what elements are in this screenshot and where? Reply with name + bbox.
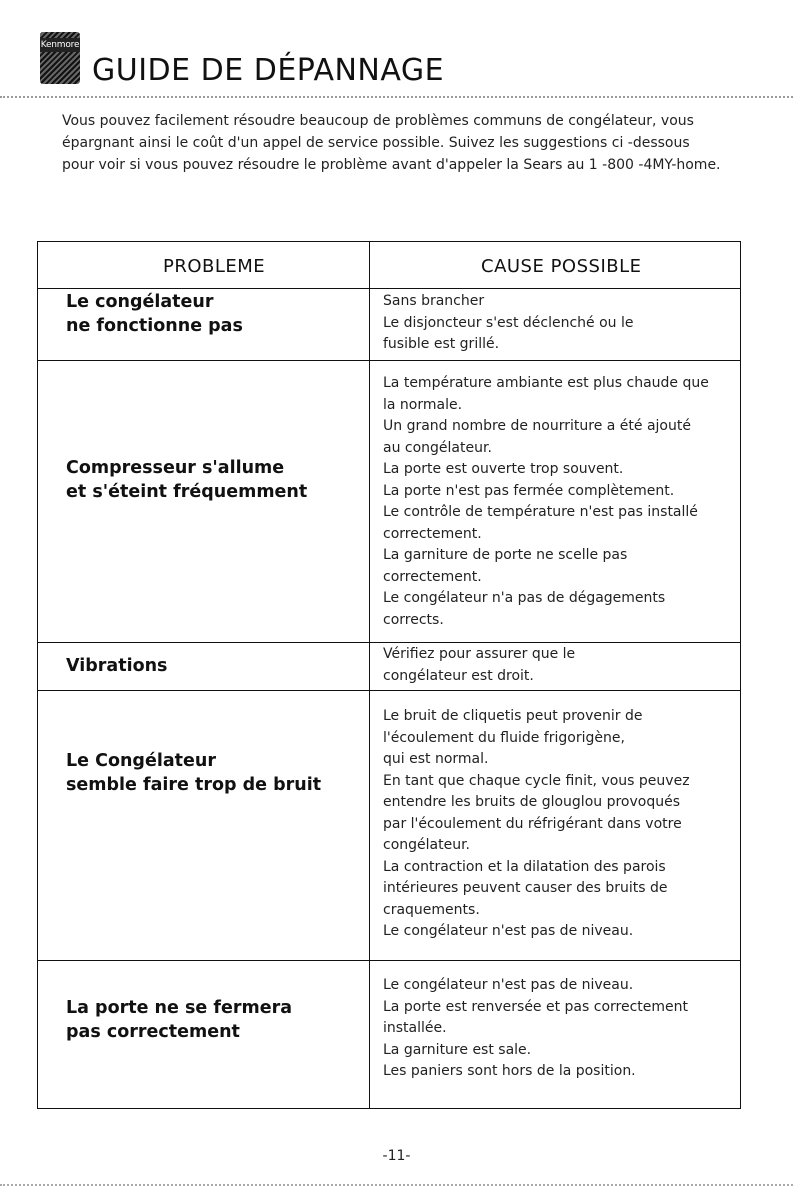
problem-line: Le congélateur	[66, 292, 214, 312]
cause-cell	[383, 644, 738, 687]
problem-line: et s'éteint fréquemment	[66, 482, 308, 502]
cause-line: Vérifiez pour assurer que le	[383, 646, 576, 662]
cause-line: Le congélateur n'est pas de niveau.	[383, 977, 634, 993]
cause-line: l'écoulement du fluide frigorigène,	[383, 729, 625, 746]
problem-line: La porte ne se fermera	[66, 998, 293, 1018]
cause-cell	[383, 373, 738, 631]
kenmore-logo	[40, 32, 80, 84]
cause-line: Le congélateur n'a pas de dégagements	[383, 590, 666, 606]
problem-cell	[66, 996, 292, 1044]
cause-line: installée.	[383, 1020, 447, 1036]
intro-line: Vous pouvez facilement résoudre beaucoup de problèmes communs de congélateur, vous	[62, 113, 694, 129]
problem-line: pas correctement	[66, 1022, 240, 1042]
row-divider	[38, 642, 740, 643]
cause-line: La garniture de porte ne scelle pas	[383, 547, 628, 563]
cause-line: craquements.	[383, 901, 480, 918]
cause-line: La garniture est sale.	[383, 1041, 532, 1058]
row-divider	[38, 690, 740, 691]
intro-line: pour voir si vous pouvez résoudre le problème avant d'appeler la Sears au 1 -800 -4MY-home.	[62, 157, 721, 173]
cause-line: congélateur.	[383, 837, 471, 853]
logo-text: Kenmore	[40, 40, 80, 50]
cause-line: Le contrôle de température n'est pas installé	[383, 504, 698, 520]
problem-line: Compresseur s'allume	[66, 458, 285, 478]
intro-line: épargnant ainsi le coût d'un appel de service possible. Suivez les suggestions ci -dessous	[62, 135, 690, 151]
header-cause: CAUSE POSSIBLE	[481, 256, 642, 277]
problem-line: Vibrations	[66, 656, 168, 676]
cause-line: En tant que chaque cycle finit, vous peuvez	[383, 772, 690, 789]
cause-line: La porte est ouverte trop souvent.	[383, 461, 624, 477]
footer-divider	[0, 1184, 793, 1186]
cause-line: Le congélateur n'est pas de niveau.	[383, 923, 634, 939]
cause-line: qui est normal.	[383, 751, 489, 767]
cause-line: fusible est grillé.	[383, 336, 500, 352]
cause-line: la normale.	[383, 396, 463, 413]
cause-line: Le bruit de cliquetis peut provenir de	[383, 708, 643, 724]
page-title: GUIDE DE DÉPANNAGE	[92, 53, 445, 88]
intro-paragraph	[62, 110, 772, 176]
cause-cell	[383, 975, 738, 1083]
cause-cell	[383, 291, 738, 356]
header-divider	[0, 96, 793, 98]
problem-line: Le Congélateur	[66, 751, 216, 771]
cause-line: La porte est renversée et pas correctement	[383, 998, 689, 1015]
cause-line: La contraction et la dilatation des parois	[383, 858, 666, 875]
problem-cell	[66, 654, 167, 678]
problem-cell	[66, 290, 243, 338]
page-number: -11-	[382, 1148, 411, 1164]
cause-line: Un grand nombre de nourriture a été ajouté	[383, 418, 691, 434]
cause-cell	[383, 706, 738, 943]
row-divider	[38, 360, 740, 361]
row-divider	[38, 288, 740, 289]
cause-line: intérieures peuvent causer des bruits de	[383, 880, 668, 896]
cause-line: Le disjoncteur s'est déclenché ou le	[383, 314, 634, 331]
cause-line: entendre les bruits de glouglou provoqués	[383, 794, 680, 810]
header-problem: PROBLEME	[163, 256, 266, 277]
cause-line: corrects.	[383, 611, 444, 628]
cause-line: Sans brancher	[383, 293, 485, 309]
cause-line: Les paniers sont hors de la position.	[383, 1063, 636, 1079]
cause-line: correctement.	[383, 568, 482, 585]
cause-line: La température ambiante est plus chaude que	[383, 375, 709, 391]
page-header	[40, 32, 793, 92]
cause-line: au congélateur.	[383, 439, 492, 456]
problem-line: semble faire trop de bruit	[66, 775, 322, 795]
row-divider	[38, 960, 740, 961]
cause-line: par l'écoulement du réfrigérant dans votre	[383, 815, 682, 832]
cause-line: La porte n'est pas fermée complètement.	[383, 482, 675, 499]
troubleshooting-table	[37, 241, 741, 1109]
cause-line: correctement.	[383, 525, 482, 542]
problem-cell	[66, 456, 307, 504]
cause-line: congélateur est droit.	[383, 667, 534, 684]
column-divider	[369, 242, 370, 1108]
problem-line: ne fonctionne pas	[66, 316, 243, 336]
problem-cell	[66, 749, 321, 797]
